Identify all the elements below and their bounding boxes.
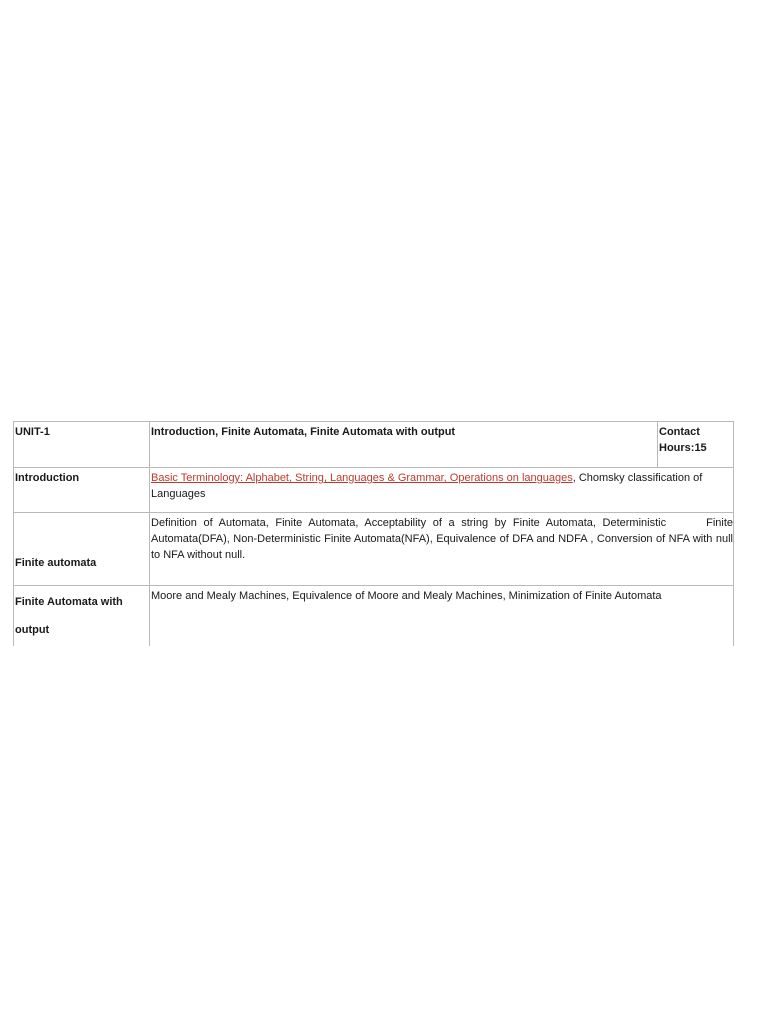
topic-cell-introduction: Introduction [14,468,150,513]
table-row [14,468,734,513]
contact-label: Contact [659,426,700,438]
finite-automata-text-part2: Finite Automata(DFA), Non-Deterministic Finite Automata(NFA), Equivalence of DFA and NDFA , Conversion of NFA with null to NFA without null. [151,517,733,561]
syllabus-table [13,421,734,646]
unit-title-cell: Introduction, Finite Automata, Finite Automata with output [150,422,658,468]
unit-cell: UNIT-1 [14,422,150,468]
content-cell-introduction [150,468,734,513]
hours-label: Hours:15 [659,442,707,454]
topic-line2: output [15,624,50,636]
topic-cell-finite-automata: Finite automata [14,513,150,586]
basic-terminology-link[interactable]: Basic Terminology: Alphabet, String, Languages & Grammar, Operations on languages [151,472,573,484]
content-cell-finite-automata-output: Moore and Mealy Machines, Equivalence of Moore and Mealy Machines, Minimization of Finite Automata [150,586,734,647]
table-row [14,586,734,647]
table-header-row [14,422,734,468]
finite-automata-text-part1: Definition of Automata, Finite Automata, Acceptability of a string by Finite Automata, Deterministic [151,517,667,529]
table-row [14,513,734,586]
topic-line1: Finite Automata with [15,596,123,608]
contact-hours-cell [658,422,734,468]
introduction-rest-text: , Chomsky classification of Languages [151,472,703,500]
content-cell-finite-automata [150,513,734,586]
topic-cell-finite-automata-output [14,586,150,647]
